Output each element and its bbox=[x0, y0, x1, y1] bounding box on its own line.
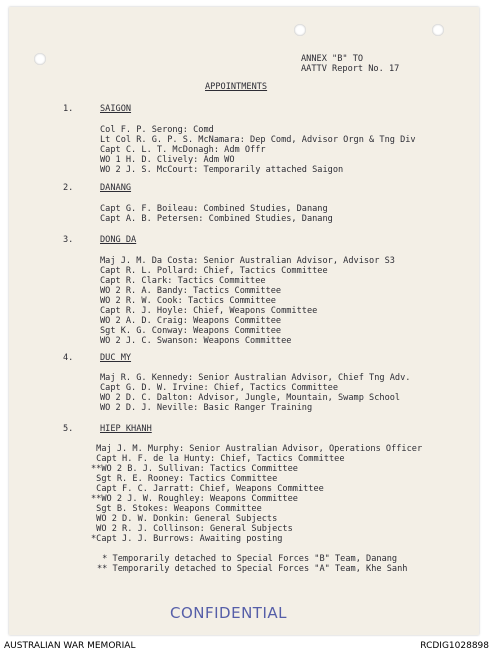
section-number: 1. bbox=[63, 104, 74, 114]
appointment-line: Maj R. G. Kennedy: Senior Australian Advisor, Chief Tng Adv. bbox=[100, 373, 411, 383]
archive-footer-bar bbox=[0, 637, 493, 654]
section-heading: SAIGON bbox=[100, 104, 132, 114]
appointment-line: Col F. P. Serong: Comd bbox=[100, 125, 214, 135]
section-number: 4. bbox=[63, 353, 74, 363]
appointment-line: Capt R. J. Hoyle: Chief, Weapons Committee bbox=[100, 306, 318, 316]
appointment-line: WO 2 J. C. Swanson: Weapons Committee bbox=[100, 336, 292, 346]
appointment-line: WO 2 J. S. McCourt: Temporarily attached Saigon bbox=[100, 165, 344, 175]
footnote: ** Temporarily detached to Special Forces "A" Team, Khe Sanh bbox=[97, 564, 408, 574]
appointment-line: **WO 2 B. J. Sullivan: Tactics Committee bbox=[91, 464, 298, 474]
section-heading: HIEP KHANH bbox=[100, 424, 152, 434]
appointment-line: *Capt J. J. Burrows: Awaiting posting bbox=[91, 534, 283, 544]
confidential-stamp: CONFIDENTIAL bbox=[170, 604, 288, 622]
appointment-line: Lt Col R. G. P. S. McNamara: Dep Comd, Advisor Orgn & Tng Div bbox=[100, 135, 416, 145]
appointment-line: Maj J. M. Murphy: Senior Australian Advisor, Operations Officer bbox=[91, 444, 423, 454]
footnote: * Temporarily detached to Special Forces "B" Team, Danang bbox=[97, 554, 398, 564]
appointment-line: Capt G. F. Boileau: Combined Studies, Danang bbox=[100, 204, 328, 214]
section-number: 5. bbox=[63, 424, 74, 434]
appointment-line: WO 2 D. W. Donkin: General Subjects bbox=[91, 514, 278, 524]
appointment-line: Capt R. L. Pollard: Chief, Tactics Committee bbox=[100, 266, 328, 276]
appointment-line: Capt H. F. de la Hunty: Chief, Tactics Committee bbox=[91, 454, 345, 464]
punch-hole bbox=[34, 53, 46, 65]
appointment-line: WO 2 R. J. Collinson: General Subjects bbox=[91, 524, 293, 534]
report-reference: AATTV Report No. 17 bbox=[301, 64, 400, 74]
appointment-line: WO 2 D. C. Dalton: Advisor, Jungle, Mountain, Swamp School bbox=[100, 393, 401, 403]
document-title: APPOINTMENTS bbox=[205, 82, 268, 92]
appointment-line: WO 2 D. J. Neville: Basic Ranger Training bbox=[100, 403, 313, 413]
appointment-line: Capt A. B. Petersen: Combined Studies, Danang bbox=[100, 214, 333, 224]
appointment-line: Capt G. D. W. Irvine: Chief, Tactics Committee bbox=[100, 383, 338, 393]
appointment-line: Capt C. L. T. McDonagh: Adm Offr bbox=[100, 145, 266, 155]
appointment-line: Capt F. C. Jarratt: Chief, Weapons Committee bbox=[91, 484, 324, 494]
appointment-line: WO 1 H. D. Clively: Adm WO bbox=[100, 155, 235, 165]
section-heading: DUC MY bbox=[100, 353, 132, 363]
appointment-line: **WO 2 J. W. Roughley: Weapons Committee bbox=[91, 494, 298, 504]
punch-hole bbox=[294, 24, 306, 36]
section-number: 3. bbox=[63, 235, 74, 245]
annex-heading: ANNEX "B" TO bbox=[301, 54, 364, 64]
archive-reference: RCDIG1028898 bbox=[420, 641, 489, 651]
appointment-line: Sgt R. E. Rooney: Tactics Committee bbox=[91, 474, 278, 484]
section-number: 2. bbox=[63, 183, 74, 193]
appointment-line: WO 2 A. D. Craig: Weapons Committee bbox=[100, 316, 282, 326]
appointment-line: Maj J. M. Da Costa: Senior Australian Advisor, Advisor S3 bbox=[100, 256, 395, 266]
appointment-line: WO 2 R. A. Bandy: Tactics Committee bbox=[100, 286, 282, 296]
punch-hole bbox=[432, 24, 444, 36]
appointment-line: WO 2 R. W. Cook: Tactics Committee bbox=[100, 296, 276, 306]
section-heading: DANANG bbox=[100, 183, 132, 193]
appointment-line: Sgt K. G. Conway: Weapons Committee bbox=[100, 326, 282, 336]
section-heading: DONG DA bbox=[100, 235, 137, 245]
archive-name: AUSTRALIAN WAR MEMORIAL bbox=[4, 641, 136, 651]
appointment-line: Capt R. Clark: Tactics Committee bbox=[100, 276, 266, 286]
appointment-line: Sgt B. Stokes: Weapons Committee bbox=[91, 504, 262, 514]
